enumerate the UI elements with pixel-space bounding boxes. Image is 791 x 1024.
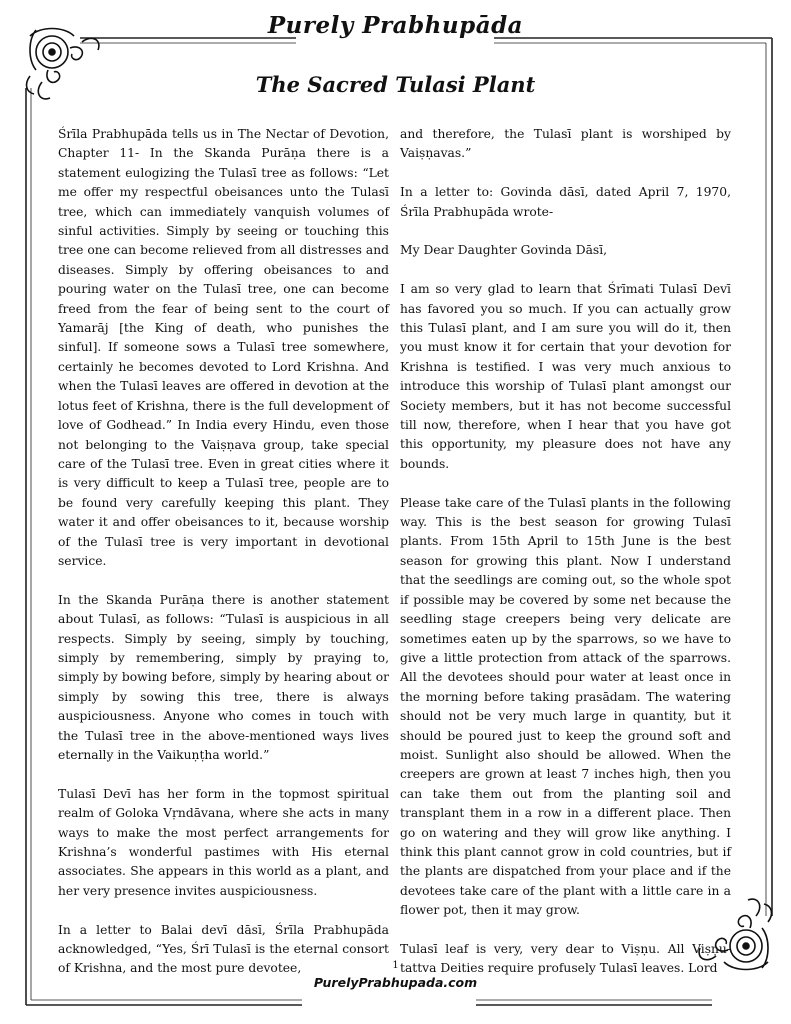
paragraph: In a letter to Balai devī dāsī, Śrīla Prabhupāda acknowledged, “Yes, Śrī Tulasī is the eternal consort of Krishna, and the most pure devotee, <box>58 922 389 976</box>
right-column <box>400 125 731 998</box>
paragraph: In a letter to: Govinda dāsī, dated April 7, 1970, Śrīla Prabhupāda wrote- <box>400 185 731 219</box>
salutation: My Dear Daughter Govinda Dāsī, <box>400 243 608 258</box>
page-number: 1 <box>392 960 399 971</box>
paragraph: Tulasī leaf is very, very dear to Viṣṇu. All Viṣṇu-tattva Deities require profusely Tulasī leaves. Lord <box>400 941 731 976</box>
site-brand-header: Purely Prabhupāda <box>267 12 524 39</box>
footer-website-link[interactable]: PurelyPrabhupada.com <box>313 975 478 990</box>
paragraph: Please take care of the Tulasī plants in the following way. This is the best season for growing Tulasī plants. From 15th April to 15th June is the best season for growing this plant. Now I understand that the seedlings are coming out, so the whole spot if possible may be covered by some net because the seedling stage creepers being very delicate are sometimes eaten up by the sparrows, so we have to give a little protection from attack of the sparrows. All the devotees should pour water at least once in the morning before taking prasādam. The watering should not be very much large in quantity, but it should be poured just to keep the ground soft and moist. Sunlight also should be allowed. When the creepers are grown at least 7 inches high, then you can take them out from the planting soil and transplant them in a row in a different place. Then go on watering and they will grow like anything. I think this plant cannot grow in cold countries, but if the plants are dispatched from your place and if the devotees take care of the plant with a little care in a flower pot, then it may grow. <box>400 495 731 918</box>
paragraph: and therefore, the Tulasī plant is worshiped by Vaiṣṇavas.” <box>400 127 731 161</box>
paragraph: In the Skanda Purāṇa there is another statement about Tulasī, as follows: “Tulasī is auspicious in all respects. Simply by seeing, simply by touching, simply by remembering, simply by praying to, simply by bowing before, simply by hearing about or simply by sowing this tree, there is always auspiciousness. Anyone who comes in touch with the Tulasī tree in the above-mentioned ways lives eternally in the Vaikuṇṭha world.” <box>58 592 389 762</box>
paragraph: Tulasī Devī has her form in the topmost spiritual realm of Goloka Vṛndāvana, where she acts in many ways to make the most perfect arrangements for Krishna’s wonderful pastimes with His eternal associates. She appears in this world as a plant, and her very presence invites auspiciousness. <box>58 786 389 898</box>
paragraph: Śrīla Prabhupāda tells us in The Nectar of Devotion, Chapter 11- In the Skanda Purāṇa there is a statement eulogizing the Tulasī tree as follows: “Let me offer my respectful obeisances unto the Tulasī tree, which can immediately vanquish volumes of sinful activities. Simply by seeing or touching this tree one can become relieved from all distresses and diseases. Simply by offering obeisances to and pouring water on the Tulasī tree, one can become freed from the fear of being sent to the court of Yamarāj [the King of death, who punishes the sinful]. If someone sows a Tulasī tree somewhere, certainly he becomes devoted to Lord Krishna. And when the Tulasī leaves are offered in devotion at the lotus feet of Krishna, there is the full development of love of Godhead.” In India every Hindu, even those not belonging to the Vaiṣṇava group, take special care of the Tulasī tree. Even in great cities where it is very difficult to keep a Tulasī tree, people are to be found very carefully keeping this plant. They water it and offer obeisances to it, because worship of the Tulasī tree is very important in devotional service. <box>58 127 389 568</box>
page-title: The Sacred Tulasi Plant <box>255 72 536 97</box>
paragraph: I am so very glad to learn that Śrīmati Tulasī Devī has favored you so much. If you can actually grow this Tulasī plant, and I am sure you will do it, then you must know it for certain that your devotion for Krishna is testified. I was very much anxious to introduce this worship of Tulasī plant amongst our Society members, but it has not become successful till now, therefore, when I hear that you have got this opportunity, my pleasure does not have any bounds. <box>400 282 731 471</box>
left-column <box>58 125 389 998</box>
